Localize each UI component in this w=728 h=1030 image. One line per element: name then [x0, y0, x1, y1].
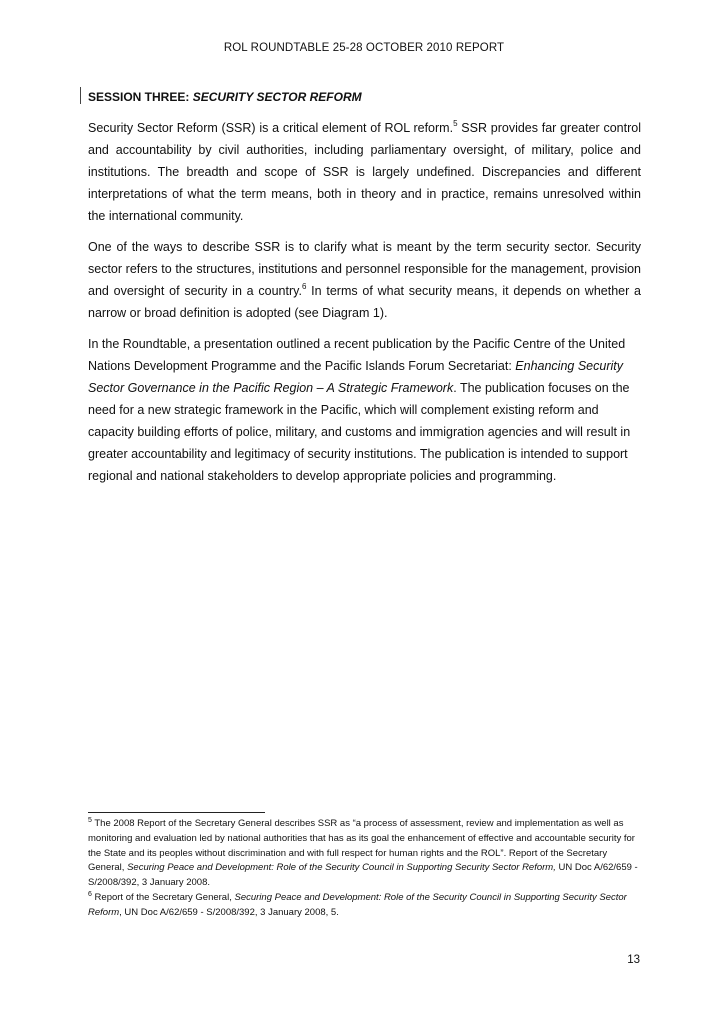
footnote-separator [88, 812, 265, 813]
paragraph-2 [88, 236, 641, 324]
footnotes [88, 817, 643, 921]
footnote-5-text-a: The 2008 Report of the Secretary General describes SSR as “a process of assessment, review and implementation as well as monitoring and evaluation led by national authorities that has as its goal the enhancement of effective and accountable security for the State and its peoples without discrimination and with full respect for human rights and the ROL”. Report of the Secretary General, [88, 818, 635, 874]
footnote-6-text-a: Report of the Secretary General, [91, 891, 235, 903]
publication-title: Enhancing Security Sector Governance in the Pacific Region – A Strategic Framework [88, 359, 623, 395]
running-header: ROL ROUNDTABLE 25-28 OCTOBER 2010 REPORT [223, 42, 505, 54]
footnote-6-title: Securing Peace and Development: Role of the Security Council in Supporting Security Sector Reform [88, 891, 627, 918]
footnote-6 [88, 891, 643, 921]
paragraph-1 [88, 117, 641, 227]
paragraph-3 [88, 333, 641, 487]
body-text [88, 117, 641, 496]
paragraph-2-text-a: One of the ways to describe SSR is to clarify what is meant by the term security sector. Security sector refers to the structures, institutions and personnel responsible for the management, provision and oversight of security in a country. [88, 240, 641, 298]
section-title: SECURITY SECTOR REFORM [192, 90, 362, 104]
paragraph-3-text-b: . The publication focuses on the need for a new strategic framework in the Pacific, which will complement existing reform and capacity building efforts of police, military, and customs and immigration agencies and will result in greater accountability and legitimacy of security institutions. The publication is intended to support regional and national stakeholders to develop appropriate policies and programming. [88, 381, 631, 483]
paragraph-3-text-a: In the Roundtable, a presentation outlined a recent publication by the Pacific Centre of the United Nations Development Programme and the Pacific Islands Forum Secretariat: [88, 337, 626, 373]
paragraph-1-text-b: SSR provides far greater control and accountability by civil authorities, including parliamentary oversight, of military, police and institutions. The breadth and scope of SSR is largely undefined. Discrepancies and different interpretations of what the term means, both in theory and in practice, remains unresolved within the international community. [88, 121, 641, 223]
footnote-6-marker: 6 [88, 890, 92, 898]
paragraph-2-text-b: In terms of what security means, it depends on whether a narrow or broad definition is adopted (see Diagram 1). [88, 284, 641, 320]
footnote-6-text-b: , UN Doc A/62/659 - S/2008/392, 3 January 2008, 5. [119, 906, 339, 918]
page-number: 13 [627, 954, 640, 966]
section-label: SESSION THREE: [88, 90, 190, 104]
footnote-5-text-b: UN Doc A/62/659 - S/2008/392, 3 January 2008. [88, 862, 638, 889]
revision-change-bar [80, 87, 81, 104]
footnote-5 [88, 817, 643, 891]
section-heading [88, 90, 362, 104]
footnote-5-title: Securing Peace and Development: Role of the Security Council in Supporting Security Sector Reform, [127, 862, 556, 874]
footnote-ref-5[interactable]: 5 [453, 119, 458, 128]
footnote-ref-6[interactable]: 6 [301, 282, 307, 291]
footnote-5-marker: 5 [88, 817, 92, 824]
paragraph-1-text-a: Security Sector Reform (SSR) is a critical element of ROL reform. [88, 121, 454, 135]
